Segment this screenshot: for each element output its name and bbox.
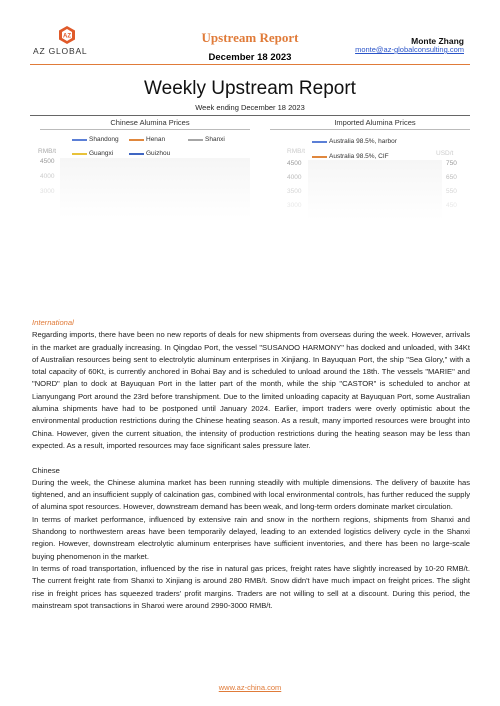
- y-axis-unit-left: RMB/t: [38, 148, 57, 155]
- y-axis-unit-right: USD/t: [436, 150, 454, 157]
- legend-shanxi: [188, 136, 225, 143]
- legend-label: Shandong: [89, 136, 119, 143]
- y-tick: 4000: [40, 173, 55, 180]
- header-divider: [30, 64, 470, 65]
- legend-label: Australia 98.5%, CIF: [329, 153, 389, 160]
- y-tick-left: 3000: [287, 202, 302, 209]
- paragraph-international: Regarding imports, there have been no new reports of deals for new shipments from overseas during the week. However, arrivals in the market are gradually increasing. In Qingdao Port, the vessel "SUSANOO HARMONY" has docked and unloaded, with 34Kt of Australian resources being sent to electrolytic aluminum enterprises in Xinjiang. In Bayuquan Port, the ship "Sea Glory," with a total capacity of 60Kt, is currently anchored in Bohai Bay and is scheduled to unload around the 18th. The vessels "MARIE" and "NORD" plan to dock at Bayuquan Port in the latter part of the month, while the ship "CASTOR" is scheduled to anchor at Lianyungang Port around the 23rd before transhipment. Due to the limited unloading capacity at Bayuquan Port, some Australian alumina shipments have had to be postponed until January 2024. Earlier, import traders were overly optimistic about the environmental production restrictions during the Chinese heating season. As a result, many imported resources were brought into China. However, given the current situation, the intensity of production restrictions during the heating season may be less than expected. As a result, imported resources may face significant sales pressure later.: [32, 330, 470, 450]
- legend-shandong: [72, 136, 119, 143]
- chart-plot-area-left: [60, 158, 250, 218]
- y-tick-left: 4000: [287, 174, 302, 181]
- author-email-link[interactable]: monte@az-globalconsulting.com: [355, 45, 464, 54]
- article-body: [32, 317, 470, 612]
- legend-swatch: [72, 139, 87, 141]
- footer-website-link[interactable]: www.az-china.com: [218, 683, 282, 692]
- legend-guangxi: [72, 150, 113, 157]
- legend-label: Australia 98.5%, harbor: [329, 138, 397, 145]
- paragraph-chinese-1: During the week, the Chinese alumina market has been running steadily with multiple dimensions. The delivery of bauxite has tightened, and an insufficient supply of calcination gas, combined with local environmental controls, has further reduced the supply of alumina spot resources. However, downstream demand has been weak, and long-term orders dominate market circulation.: [32, 477, 470, 512]
- paragraph-chinese-3: In terms of road transportation, influenced by the rise in natural gas prices, freight rates have slightly increased by 10-20 RMB/t. The current freight rate from Shanxi to Xinjiang is around 280 RMB/t. Snow didn't have much impact on freight prices. The slight rise in freight prices has squeezed traders' profit margins. Traders are not willing to sell at a discount. During this period, the mainstream spot transactions in Shanxi were around 2990-3000 RMB/t.: [32, 563, 470, 610]
- svg-text:AZ: AZ: [63, 33, 71, 40]
- y-tick: 3000: [40, 188, 55, 195]
- section-label-international: International: [32, 318, 74, 327]
- legend-label: Guangxi: [89, 150, 114, 157]
- legend-australia-harbor: [312, 138, 397, 145]
- y-tick-right: 450: [446, 202, 457, 209]
- legend-henan: [129, 136, 165, 143]
- section-label-chinese: Chinese: [32, 465, 60, 475]
- y-tick-left: 4500: [287, 160, 302, 167]
- legend-label: Henan: [146, 136, 166, 143]
- legend-swatch: [129, 153, 144, 155]
- chart-title-chinese-alumina: Chinese Alumina Prices: [110, 118, 190, 127]
- legend-swatch: [188, 139, 203, 141]
- legend-swatch: [72, 153, 87, 155]
- legend-swatch: [312, 156, 327, 158]
- chart-plot-area-right: [308, 160, 442, 220]
- page-title: Weekly Upstream Report: [144, 78, 356, 99]
- y-tick-right: 550: [446, 188, 457, 195]
- chart-divider-left: [40, 129, 250, 130]
- legend-australia-cif: [312, 153, 389, 160]
- chart-title-imported-alumina: Imported Alumina Prices: [334, 118, 416, 127]
- paragraph-chinese-2: In terms of market performance, influenced by extensive rain and snow in the northern regions, shipments from Shanxi and Shandong to northwestern areas have been temporarily delayed, leading to an extended logistics delivery cycle in the Shanxi region. However, downstream electrolytic aluminum enterprises have sufficient inventories, and there has been no large-scale buying phenomenon in the market.: [32, 514, 470, 561]
- chart-divider-right: [270, 129, 470, 130]
- legend-label: Shanxi: [205, 136, 225, 143]
- y-tick-right: 650: [446, 174, 457, 181]
- logo-text: AZ GLOBAL: [33, 46, 88, 56]
- y-tick-right: 750: [446, 160, 457, 167]
- author-name: Monte Zhang: [411, 36, 464, 46]
- y-axis-unit-left-imported: RMB/t: [287, 148, 306, 155]
- legend-label: Guizhou: [146, 150, 171, 157]
- legend-guizhou: [129, 150, 170, 157]
- y-tick: 4500: [40, 158, 55, 165]
- y-tick-left: 3500: [287, 188, 302, 195]
- report-title: Upstream Report: [201, 30, 299, 45]
- week-ending: Week ending December 18 2023: [195, 103, 305, 112]
- legend-swatch: [312, 141, 327, 143]
- title-divider: [30, 115, 470, 116]
- report-date: December 18 2023: [208, 52, 292, 63]
- paragraph-gap: [32, 452, 470, 464]
- legend-swatch: [129, 139, 144, 141]
